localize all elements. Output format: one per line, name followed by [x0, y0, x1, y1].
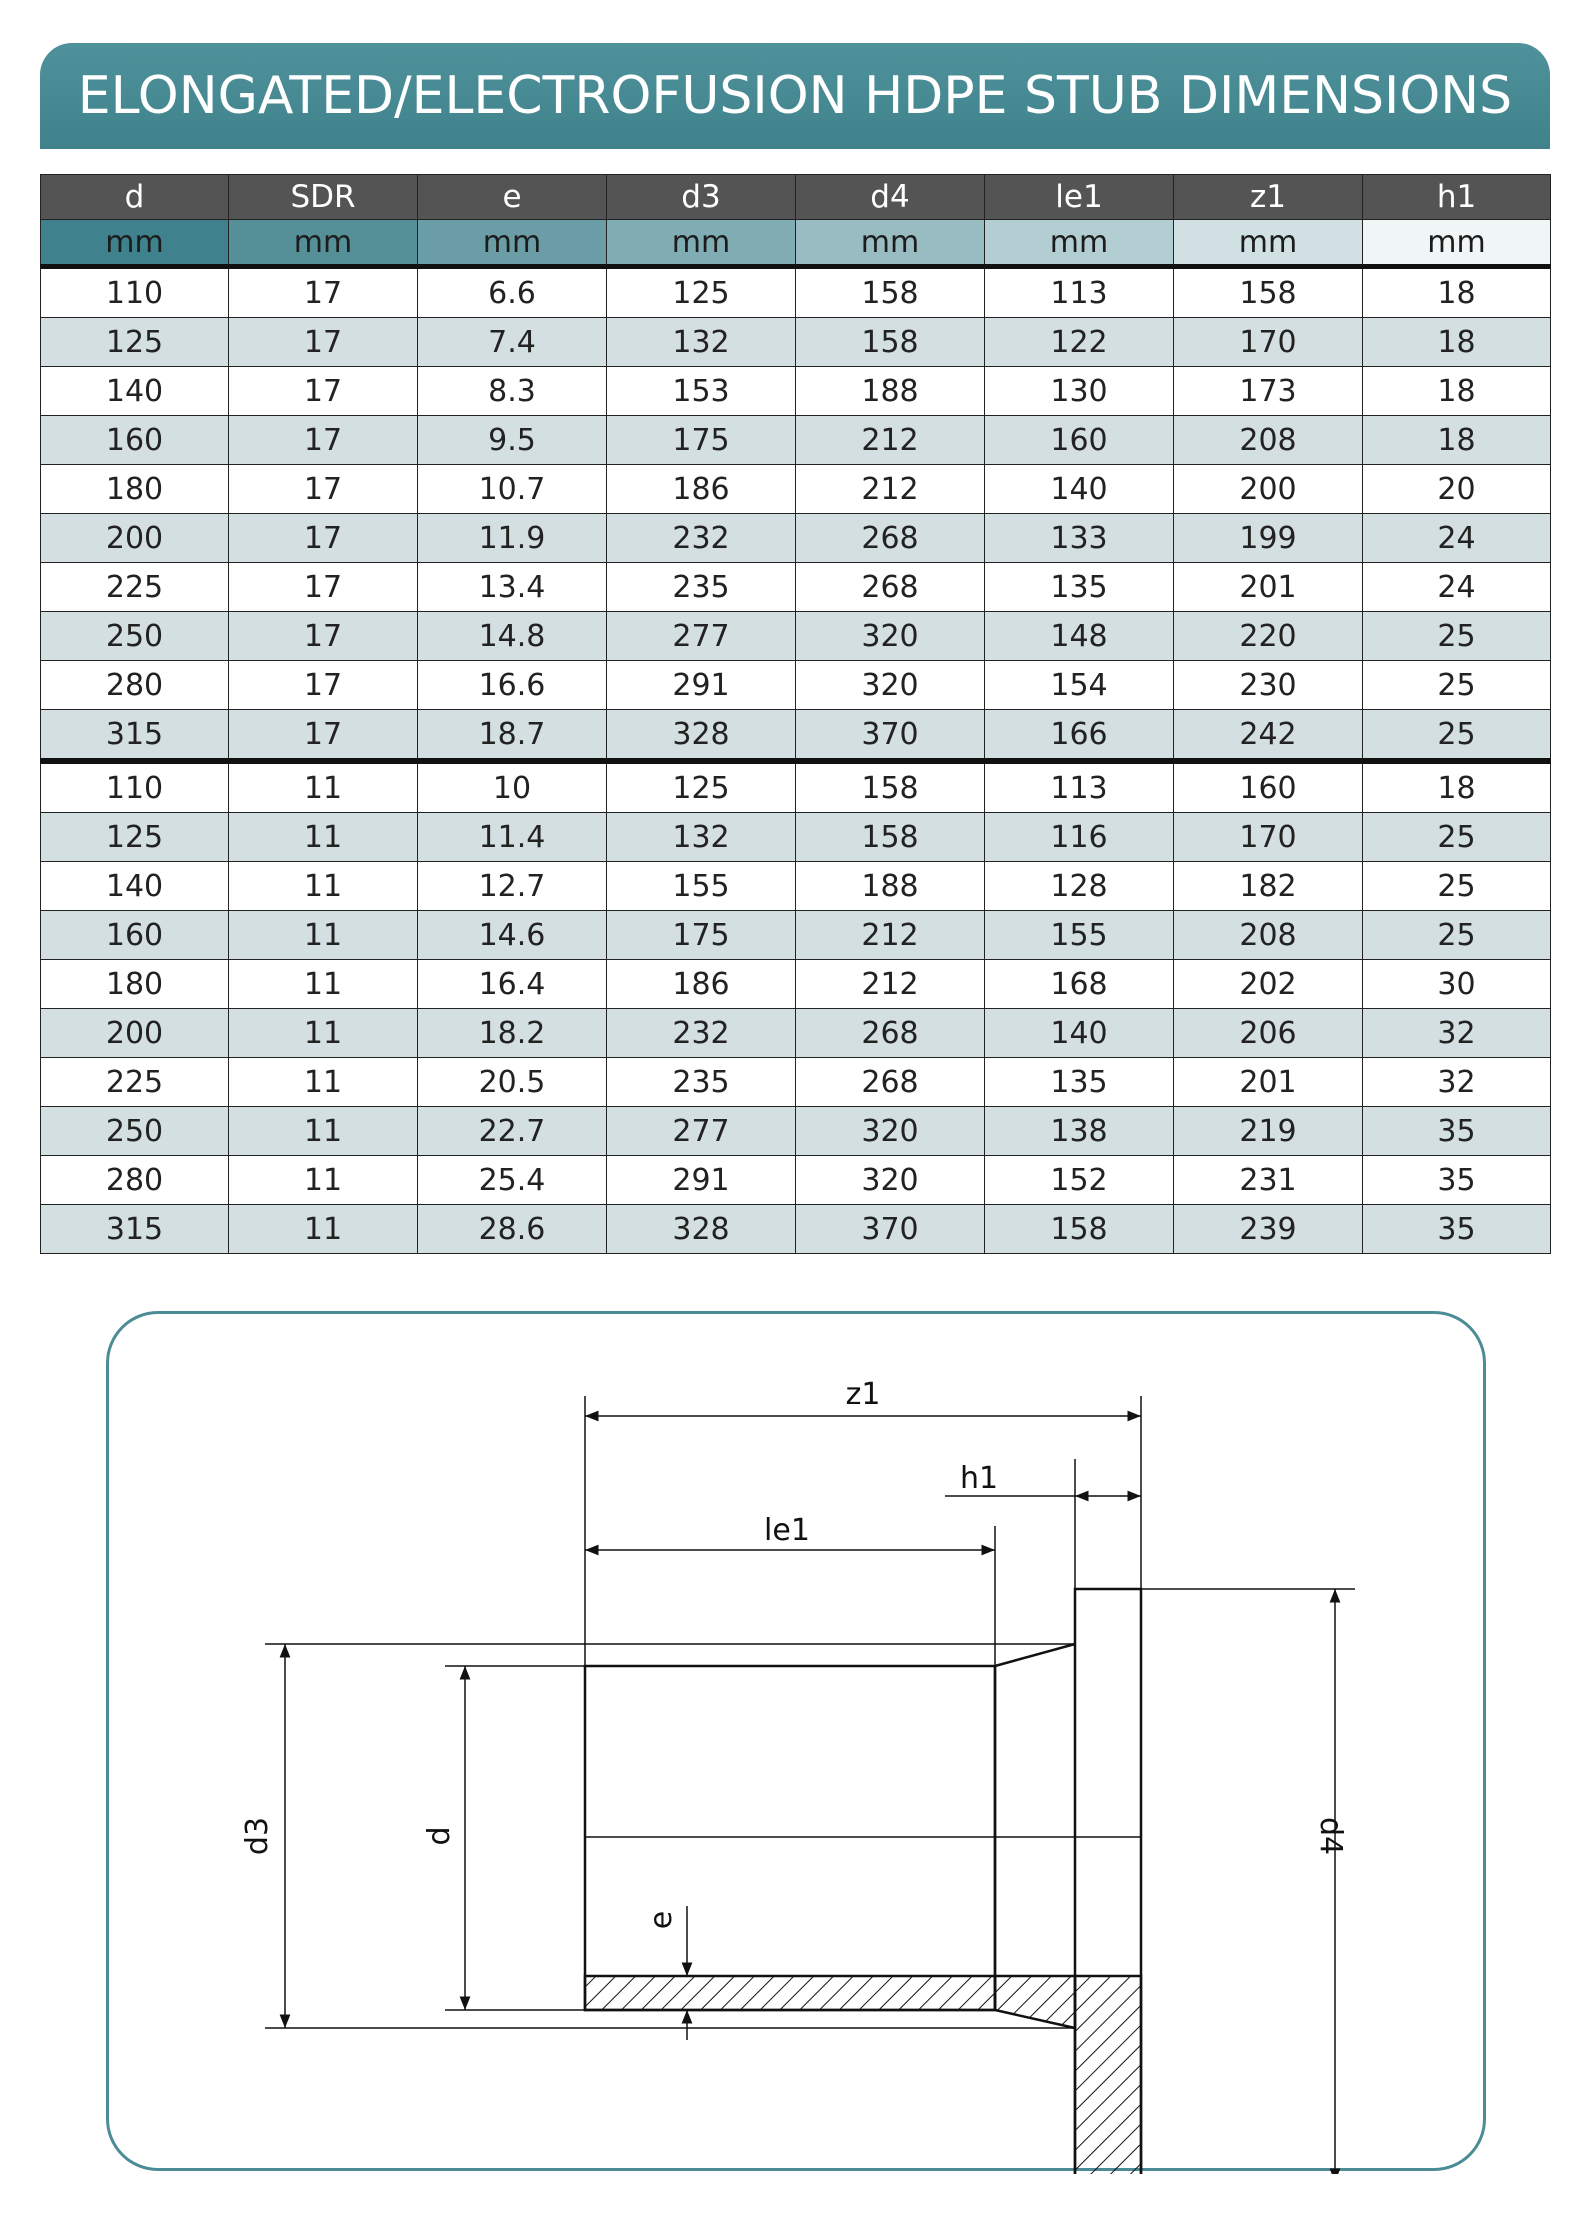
table-cell: 212 [796, 960, 985, 1009]
table-cell: 154 [985, 661, 1174, 710]
table-cell: 155 [607, 862, 796, 911]
table-cell: 11 [229, 813, 418, 862]
table-row [41, 465, 1551, 514]
table-cell: 11 [229, 1009, 418, 1058]
column-header-le1: le1 [985, 175, 1174, 220]
table-cell: 370 [796, 1205, 985, 1254]
table-cell: 231 [1174, 1156, 1363, 1205]
dimensions-table [40, 174, 1551, 1254]
table-cell: 268 [796, 563, 985, 612]
table-cell: 116 [985, 813, 1174, 862]
table-cell: 10 [418, 761, 607, 813]
table-cell: 135 [985, 563, 1174, 612]
table-cell: 158 [796, 761, 985, 813]
table-cell: 170 [1174, 318, 1363, 367]
table-cell: 11 [229, 911, 418, 960]
table-cell: 180 [41, 960, 229, 1009]
table-cell: 232 [607, 514, 796, 563]
label-e: e [644, 1910, 679, 1930]
table-cell: 11 [229, 1107, 418, 1156]
table-cell: 110 [41, 761, 229, 813]
table-row [41, 862, 1551, 911]
table-row [41, 960, 1551, 1009]
table-cell: 125 [41, 813, 229, 862]
table-cell: 28.6 [418, 1205, 607, 1254]
table-cell: 235 [607, 1058, 796, 1107]
table-cell: 20 [1363, 465, 1551, 514]
table-cell: 32 [1363, 1009, 1551, 1058]
units-row [41, 220, 1551, 267]
table-cell: 208 [1174, 416, 1363, 465]
table-cell: 219 [1174, 1107, 1363, 1156]
table-cell: 25 [1363, 911, 1551, 960]
column-header-d3: d3 [607, 175, 796, 220]
table-cell: 180 [41, 465, 229, 514]
table-cell: 225 [41, 563, 229, 612]
table-cell: 158 [796, 267, 985, 318]
table-cell: 35 [1363, 1107, 1551, 1156]
table-cell: 230 [1174, 661, 1363, 710]
unit-cell: mm [985, 220, 1174, 267]
table-cell: 17 [229, 416, 418, 465]
table-cell: 110 [41, 267, 229, 318]
table-cell: 17 [229, 318, 418, 367]
table-cell: 200 [1174, 465, 1363, 514]
table-cell: 18 [1363, 267, 1551, 318]
column-header-e: e [418, 175, 607, 220]
table-row [41, 911, 1551, 960]
table-cell: 25 [1363, 813, 1551, 862]
table-cell: 17 [229, 367, 418, 416]
table-cell: 22.7 [418, 1107, 607, 1156]
table-cell: 140 [41, 862, 229, 911]
table-cell: 24 [1363, 514, 1551, 563]
table-cell: 14.6 [418, 911, 607, 960]
table-cell: 25 [1363, 661, 1551, 710]
table-cell: 242 [1174, 710, 1363, 762]
table-cell: 17 [229, 267, 418, 318]
table-cell: 11 [229, 1058, 418, 1107]
table-cell: 32 [1363, 1058, 1551, 1107]
table-cell: 186 [607, 960, 796, 1009]
table-row [41, 514, 1551, 563]
table-cell: 130 [985, 367, 1174, 416]
table-cell: 8.3 [418, 367, 607, 416]
table-cell: 212 [796, 416, 985, 465]
table-cell: 200 [41, 1009, 229, 1058]
table-cell: 17 [229, 563, 418, 612]
table-cell: 25.4 [418, 1156, 607, 1205]
table-row [41, 1058, 1551, 1107]
table-cell: 320 [796, 661, 985, 710]
label-z1: z1 [845, 1377, 881, 1412]
table-cell: 158 [985, 1205, 1174, 1254]
dimension-lines [265, 1396, 1355, 2174]
table-cell: 199 [1174, 514, 1363, 563]
unit-cell: mm [1174, 220, 1363, 267]
table-cell: 11.4 [418, 813, 607, 862]
unit-cell: mm [1363, 220, 1551, 267]
table-row [41, 813, 1551, 862]
table-cell: 6.6 [418, 267, 607, 318]
table-cell: 277 [607, 612, 796, 661]
table-cell: 173 [1174, 367, 1363, 416]
table-cell: 277 [607, 1107, 796, 1156]
table-cell: 175 [607, 911, 796, 960]
table-row [41, 1107, 1551, 1156]
table-cell: 206 [1174, 1009, 1363, 1058]
table-cell: 153 [607, 367, 796, 416]
table-cell: 250 [41, 612, 229, 661]
table-cell: 208 [1174, 911, 1363, 960]
table-cell: 12.7 [418, 862, 607, 911]
table-cell: 160 [41, 416, 229, 465]
table-cell: 170 [1174, 813, 1363, 862]
table-cell: 122 [985, 318, 1174, 367]
table-cell: 158 [796, 813, 985, 862]
column-header-d4: d4 [796, 175, 985, 220]
table-cell: 188 [796, 862, 985, 911]
table-row [41, 1156, 1551, 1205]
table-cell: 35 [1363, 1156, 1551, 1205]
label-le1: le1 [764, 1513, 810, 1548]
column-header-h1: h1 [1363, 175, 1551, 220]
table-cell: 291 [607, 1156, 796, 1205]
table-cell: 11 [229, 1156, 418, 1205]
table-cell: 138 [985, 1107, 1174, 1156]
column-header-sdr: SDR [229, 175, 418, 220]
unit-cell: mm [418, 220, 607, 267]
table-cell: 18 [1363, 761, 1551, 813]
table-cell: 7.4 [418, 318, 607, 367]
table-cell: 11 [229, 960, 418, 1009]
table-cell: 201 [1174, 563, 1363, 612]
diagram-panel [106, 1311, 1486, 2171]
table-cell: 18.2 [418, 1009, 607, 1058]
table-cell: 11.9 [418, 514, 607, 563]
table-cell: 140 [985, 1009, 1174, 1058]
table-cell: 148 [985, 612, 1174, 661]
table-cell: 140 [985, 465, 1174, 514]
table-cell: 17 [229, 514, 418, 563]
table-row [41, 416, 1551, 465]
table-cell: 268 [796, 1009, 985, 1058]
table-cell: 268 [796, 1058, 985, 1107]
table-cell: 160 [41, 911, 229, 960]
table-cell: 16.4 [418, 960, 607, 1009]
table-cell: 315 [41, 1205, 229, 1254]
table-cell: 212 [796, 465, 985, 514]
table-cell: 24 [1363, 563, 1551, 612]
column-header-z1: z1 [1174, 175, 1363, 220]
table-cell: 25 [1363, 862, 1551, 911]
table-row [41, 367, 1551, 416]
table-cell: 16.6 [418, 661, 607, 710]
table-cell: 280 [41, 1156, 229, 1205]
header-row [41, 175, 1551, 220]
table-cell: 328 [607, 1205, 796, 1254]
table-cell: 17 [229, 465, 418, 514]
table-cell: 35 [1363, 1205, 1551, 1254]
table-cell: 128 [985, 862, 1174, 911]
table-cell: 235 [607, 563, 796, 612]
unit-cell: mm [229, 220, 418, 267]
table-cell: 113 [985, 761, 1174, 813]
table-cell: 13.4 [418, 563, 607, 612]
table-cell: 315 [41, 710, 229, 762]
table-row [41, 1205, 1551, 1254]
table-cell: 152 [985, 1156, 1174, 1205]
table-cell: 212 [796, 911, 985, 960]
table-row [41, 563, 1551, 612]
table-cell: 239 [1174, 1205, 1363, 1254]
table-row [41, 1009, 1551, 1058]
table-cell: 320 [796, 612, 985, 661]
table-cell: 132 [607, 318, 796, 367]
unit-cell: mm [796, 220, 985, 267]
table-cell: 25 [1363, 612, 1551, 661]
table-cell: 17 [229, 661, 418, 710]
label-d3: d3 [240, 1816, 275, 1856]
unit-cell: mm [607, 220, 796, 267]
table-cell: 132 [607, 813, 796, 862]
table-cell: 18 [1363, 416, 1551, 465]
table-cell: 10.7 [418, 465, 607, 514]
table-cell: 125 [41, 318, 229, 367]
table-cell: 232 [607, 1009, 796, 1058]
table-cell: 18.7 [418, 710, 607, 762]
table-cell: 155 [985, 911, 1174, 960]
label-d: d [422, 1826, 457, 1846]
table-cell: 11 [229, 862, 418, 911]
table-cell: 17 [229, 710, 418, 762]
table-cell: 125 [607, 267, 796, 318]
table-cell: 320 [796, 1156, 985, 1205]
table-cell: 125 [607, 761, 796, 813]
table-cell: 160 [1174, 761, 1363, 813]
page-title: ELONGATED/ELECTROFUSION HDPE STUB DIMENSIONS [77, 66, 1513, 126]
title-banner [40, 43, 1550, 149]
table-cell: 201 [1174, 1058, 1363, 1107]
table-cell: 268 [796, 514, 985, 563]
table-cell: 25 [1363, 710, 1551, 762]
table-row [41, 318, 1551, 367]
table-cell: 250 [41, 1107, 229, 1156]
stub-diagram [109, 1314, 1489, 2174]
table-cell: 158 [796, 318, 985, 367]
table-row [41, 710, 1551, 762]
column-header-d: d [41, 175, 229, 220]
table-cell: 18 [1363, 367, 1551, 416]
table-cell: 17 [229, 612, 418, 661]
table-cell: 186 [607, 465, 796, 514]
table-cell: 202 [1174, 960, 1363, 1009]
table-cell: 188 [796, 367, 985, 416]
table-cell: 225 [41, 1058, 229, 1107]
table-cell: 11 [229, 1205, 418, 1254]
table-cell: 14.8 [418, 612, 607, 661]
table-cell: 18 [1363, 318, 1551, 367]
table-cell: 291 [607, 661, 796, 710]
table-cell: 175 [607, 416, 796, 465]
table-row [41, 612, 1551, 661]
table-cell: 11 [229, 761, 418, 813]
table-cell: 135 [985, 1058, 1174, 1107]
table-cell: 166 [985, 710, 1174, 762]
label-h1: h1 [959, 1461, 999, 1496]
table-cell: 133 [985, 514, 1174, 563]
table-cell: 320 [796, 1107, 985, 1156]
unit-cell: mm [41, 220, 229, 267]
table-cell: 30 [1363, 960, 1551, 1009]
table-cell: 280 [41, 661, 229, 710]
table-cell: 200 [41, 514, 229, 563]
table-cell: 182 [1174, 862, 1363, 911]
label-d4: d4 [1313, 1816, 1348, 1856]
table-cell: 140 [41, 367, 229, 416]
table-cell: 158 [1174, 267, 1363, 318]
table-cell: 20.5 [418, 1058, 607, 1107]
table-row [41, 661, 1551, 710]
table-cell: 160 [985, 416, 1174, 465]
table-row [41, 267, 1551, 318]
table-cell: 328 [607, 710, 796, 762]
table-cell: 168 [985, 960, 1174, 1009]
table-cell: 220 [1174, 612, 1363, 661]
table-row [41, 761, 1551, 813]
table-cell: 9.5 [418, 416, 607, 465]
table-cell: 370 [796, 710, 985, 762]
stub-outline [585, 1589, 1141, 2174]
table-cell: 113 [985, 267, 1174, 318]
